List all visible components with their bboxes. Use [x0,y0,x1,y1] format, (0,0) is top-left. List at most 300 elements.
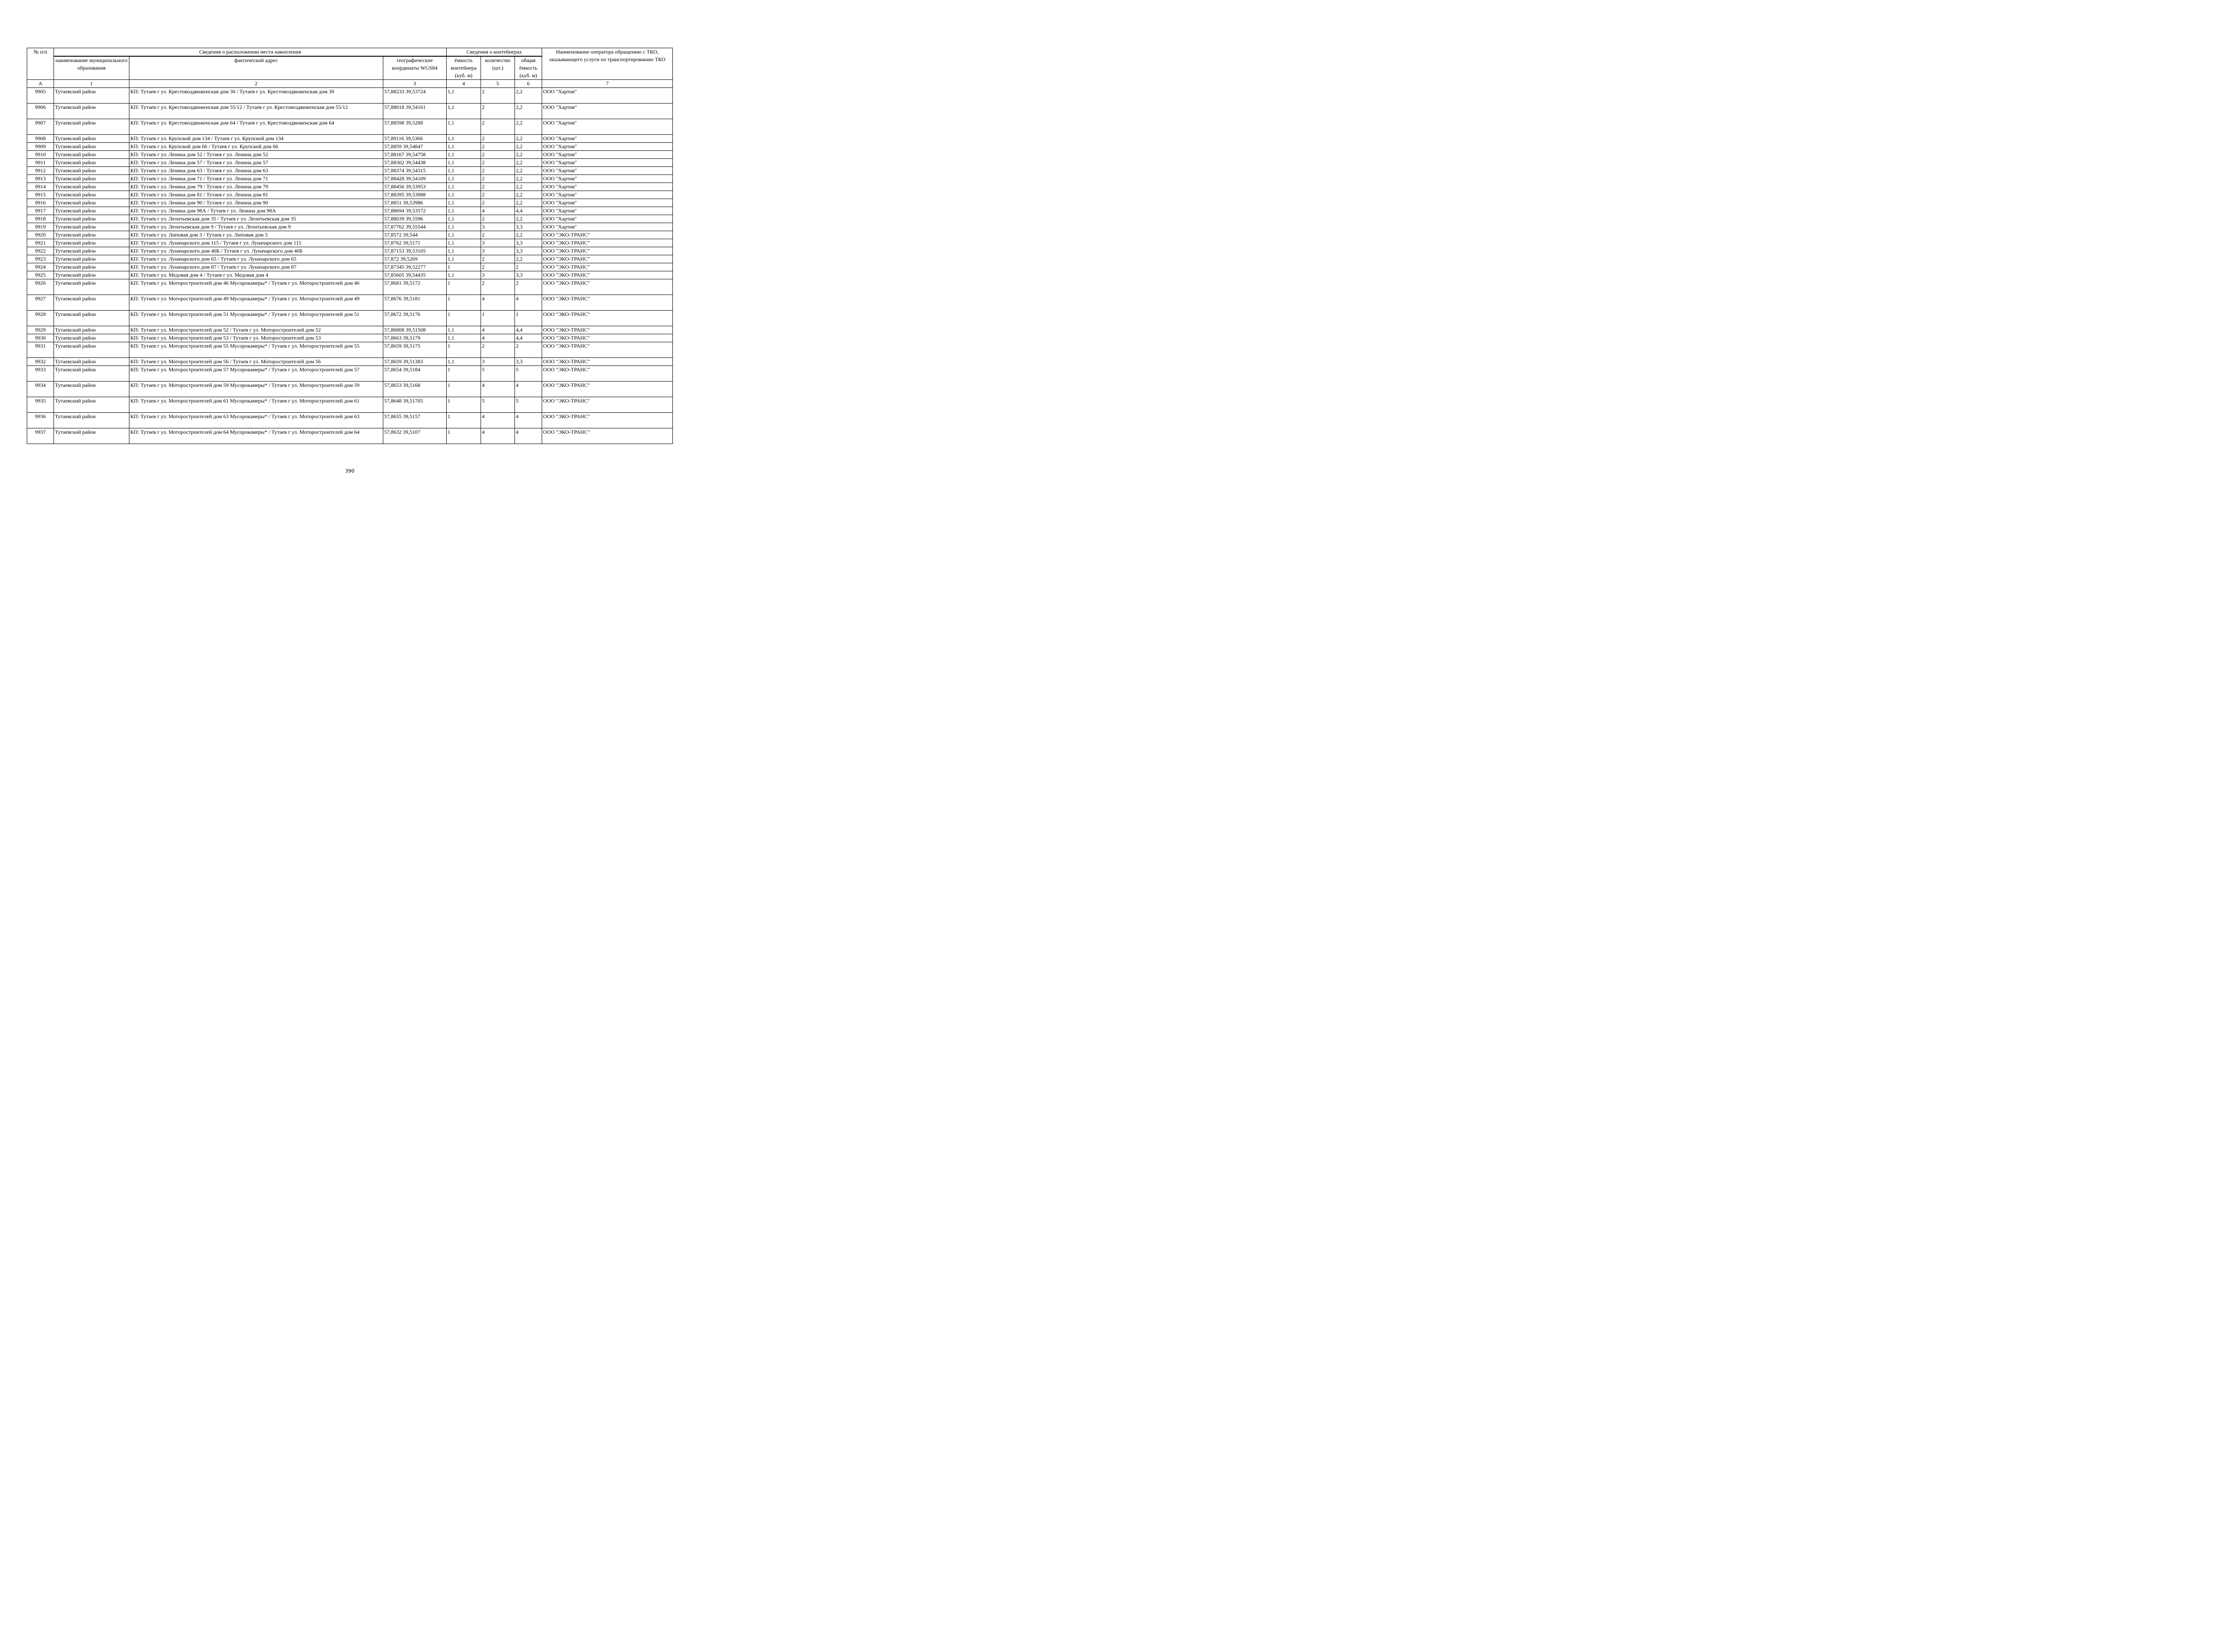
coords-cell: 57,8663 39,5179 [383,334,447,342]
total-cell: 2,2 [515,151,542,159]
table-row [27,358,673,366]
municipality-cell: Тутаевский район [54,255,129,263]
count-cell: 4 [481,382,515,397]
table-row [27,223,673,231]
coords-cell: 57,87345 39,52277 [383,263,447,271]
municipality-cell: Тутаевский район [54,215,129,223]
total-cell: 2 [515,279,542,295]
row-number: 9917 [27,207,54,215]
total-cell: 1 [515,311,542,326]
table-row [27,334,673,342]
address-cell: КП: Тутаев г ул. Ленина дом 79 / Тутаев г ул. Ленина дом 79 [129,183,383,191]
capacity-cell: 1 [447,311,481,326]
coords-cell: 57,8648 39,51705 [383,397,447,413]
row-number: 9909 [27,143,54,151]
table-row [27,326,673,334]
capacity-cell: 1,1 [447,167,481,175]
table-row [27,397,673,413]
count-cell: 2 [481,135,515,143]
operator-cell: ООО "ЭКО-ТРАНС" [542,326,673,334]
address-cell: КП: Тутаев г ул. Крупской дом 66 / Тутаев г ул. Крупской дом 66 [129,143,383,151]
operator-cell: ООО "Хартия" [542,223,673,231]
capacity-cell: 1 [447,428,481,444]
count-cell: 2 [481,191,515,199]
capacity-cell: 1,1 [447,334,481,342]
capacity-cell: 1,1 [447,151,481,159]
capacity-cell: 1 [447,263,481,271]
header-containers-group: Сведения о контейнерах [447,48,542,56]
count-cell: 5 [481,366,515,382]
header-np: № п/п [27,48,54,80]
operator-cell: ООО "ЭКО-ТРАНС" [542,247,673,255]
coords-cell: 57,8762 39,5171 [383,239,447,247]
row-number: 9926 [27,279,54,295]
total-cell: 4 [515,413,542,428]
total-cell: 2,2 [515,183,542,191]
capacity-cell: 1 [447,397,481,413]
coords-cell: 57,88018 39,54161 [383,104,447,119]
count-cell: 2 [481,88,515,104]
municipality-cell: Тутаевский район [54,183,129,191]
total-cell: 3,3 [515,223,542,231]
municipality-cell: Тутаевский район [54,342,129,358]
coords-cell: 57,8859 39,54847 [383,143,447,151]
table-row [27,151,673,159]
address-cell: КП: Тутаев г ул. Ленина дом 90 / Тутаев г ул. Ленина дом 90 [129,199,383,207]
total-cell: 3,3 [515,239,542,247]
count-cell: 3 [481,271,515,279]
address-cell: КП: Тутаев г ул. Ленина дом 71 / Тутаев г ул. Ленина дом 71 [129,175,383,183]
total-cell: 2,2 [515,231,542,239]
count-cell: 2 [481,151,515,159]
operator-cell: ООО "ЭКО-ТРАНС" [542,428,673,444]
total-cell: 2,2 [515,143,542,151]
total-cell: 3,3 [515,271,542,279]
municipality-cell: Тутаевский район [54,231,129,239]
coords-cell: 57,88167 39,54758 [383,151,447,159]
header-location-group: Сведения о расположении места накопления [54,48,447,56]
row-number: 9914 [27,183,54,191]
total-cell: 2,2 [515,119,542,135]
address-cell: КП: Тутаев г ул. Ленина дом 52 / Тутаев г ул. Ленина дом 52 [129,151,383,159]
coords-cell: 57,8653 39,5168 [383,382,447,397]
row-number: 9915 [27,191,54,199]
capacity-cell: 1,1 [447,199,481,207]
header-coords: географические координаты WGS84 [383,57,447,80]
count-cell: 4 [481,207,515,215]
address-cell: КП: Тутаев г ул. Моторостроителей дом 63 Мусорокамеры* / Тутаев г ул. Моторостроителей дом 63 [129,413,383,428]
coords-cell: 57,88428 39,54109 [383,175,447,183]
address-cell: КП: Тутаев г ул. Моторостроителей дом 56 / Тутаев г ул. Моторостроителей дом 56 [129,358,383,366]
row-number: 9912 [27,167,54,175]
coords-cell: 57,88694 39,53572 [383,207,447,215]
row-number: 9932 [27,358,54,366]
coords-cell: 57,87762 39,55544 [383,223,447,231]
coords-cell: 57,88233 39,53724 [383,88,447,104]
coords-cell: 57,88039 39,5596 [383,215,447,223]
coords-cell: 57,8672 39,5176 [383,311,447,326]
table-row [27,271,673,279]
operator-cell: ООО "ЭКО-ТРАНС" [542,382,673,397]
coords-cell: 57,86808 39,51508 [383,326,447,334]
table-row [27,231,673,239]
municipality-cell: Тутаевский район [54,279,129,295]
operator-cell: ООО "Хартия" [542,191,673,199]
row-number: 9907 [27,119,54,135]
municipality-cell: Тутаевский район [54,119,129,135]
address-cell: КП: Тутаев г ул. Моторостроителей дом 61 Мусорокамеры* / Тутаев г ул. Моторостроителей дом 61 [129,397,383,413]
total-cell: 5 [515,397,542,413]
address-cell: КП: Тутаев г ул. Моторостроителей дом 51 Мусорокамеры* / Тутаев г ул. Моторостроителей дом 51 [129,311,383,326]
address-cell: КП: Тутаев г ул. Моторостроителей дом 57 Мусорокамеры* / Тутаев г ул. Моторостроителей дом 57 [129,366,383,382]
column-numbers-row [27,80,673,88]
municipality-cell: Тутаевский район [54,207,129,215]
capacity-cell: 1,1 [447,159,481,167]
municipality-cell: Тутаевский район [54,159,129,167]
row-number: 9920 [27,231,54,239]
count-cell: 2 [481,199,515,207]
operator-cell: ООО "ЭКО-ТРАНС" [542,311,673,326]
address-cell: КП: Тутаев г ул. Крупской дом 134 / Тутаев г ул. Крупской дом 134 [129,135,383,143]
address-cell: КП: Тутаев г ул. Моторостроителей дом 46 Мусорокамеры* / Тутаев г ул. Моторостроителей дом 46 [129,279,383,295]
count-cell: 4 [481,334,515,342]
count-cell: 2 [481,231,515,239]
header-capacity: ёмкость контейнера (куб. м) [447,57,481,80]
coords-cell: 57,8681 39,5172 [383,279,447,295]
registry-table [27,48,673,444]
row-number: 9921 [27,239,54,247]
header-total: общая ёмкость (куб. м) [515,57,542,80]
row-number: 9928 [27,311,54,326]
table-row [27,88,673,104]
table-row [27,215,673,223]
total-cell: 4 [515,382,542,397]
count-cell: 2 [481,215,515,223]
capacity-cell: 1,1 [447,358,481,366]
address-cell: КП: Тутаев г ул. Луначарского дом 87 / Тутаев г ул. Луначарского дом 87 [129,263,383,271]
operator-cell: ООО "ЭКО-ТРАНС" [542,366,673,382]
row-number: 9923 [27,255,54,263]
coords-cell: 57,8572 39,544 [383,231,447,239]
operator-cell: ООО "Хартия" [542,135,673,143]
capacity-cell: 1,1 [447,231,481,239]
coords-cell: 57,8659 39,51383 [383,358,447,366]
coords-cell: 57,872 39,5269 [383,255,447,263]
capacity-cell: 1 [447,413,481,428]
column-number: 1 [54,80,129,88]
municipality-cell: Тутаевский район [54,326,129,334]
row-number: 9911 [27,159,54,167]
coords-cell: 57,8659 39,5175 [383,342,447,358]
column-number: 6 [515,80,542,88]
address-cell: КП: Тутаев г ул. Моторостроителей дом 53 / Тутаев г ул. Моторостроителей дом 53 [129,334,383,342]
address-cell: КП: Тутаев г ул. Луначарского дом 65 / Тутаев г ул. Луначарского дом 65 [129,255,383,263]
table-row [27,366,673,382]
coords-cell: 57,8851 39,53986 [383,199,447,207]
count-cell: 2 [481,119,515,135]
total-cell: 2,2 [515,191,542,199]
address-cell: КП: Тутаев г ул. Ленина дом 81 / Тутаев г ул. Ленина дом 81 [129,191,383,199]
total-cell: 4,4 [515,334,542,342]
operator-cell: ООО "Хартия" [542,159,673,167]
municipality-cell: Тутаевский район [54,191,129,199]
municipality-cell: Тутаевский район [54,247,129,255]
table-row [27,159,673,167]
address-cell: КП: Тутаев г ул. Моторостроителей дом 59 Мусорокамеры* / Тутаев г ул. Моторостроителей дом 59 [129,382,383,397]
coords-cell: 57,85605 39,54435 [383,271,447,279]
table-row [27,263,673,271]
address-cell: КП: Тутаев г ул. Ленина дом 63 / Тутаев г ул. Ленина дом 63 [129,167,383,175]
row-number: 9930 [27,334,54,342]
count-cell: 2 [481,263,515,271]
count-cell: 4 [481,413,515,428]
coords-cell: 57,89116 39,5366 [383,135,447,143]
capacity-cell: 1,1 [447,207,481,215]
table-row [27,413,673,428]
operator-cell: ООО "Хартия" [542,167,673,175]
capacity-cell: 1,1 [447,135,481,143]
municipality-cell: Тутаевский район [54,239,129,247]
count-cell: 2 [481,143,515,151]
municipality-cell: Тутаевский район [54,167,129,175]
row-number: 9905 [27,88,54,104]
municipality-cell: Тутаевский район [54,143,129,151]
coords-cell: 57,88302 39,54438 [383,159,447,167]
row-number: 9934 [27,382,54,397]
operator-cell: ООО "ЭКО-ТРАНС" [542,295,673,311]
total-cell: 2,2 [515,167,542,175]
operator-cell: ООО "Хартия" [542,151,673,159]
operator-cell: ООО "ЭКО-ТРАНС" [542,271,673,279]
address-cell: КП: Тутаев г ул. Луначарского дом 115 / Тутаев г ул. Луначарского дом 115 [129,239,383,247]
capacity-cell: 1,1 [447,326,481,334]
table-row [27,183,673,191]
municipality-cell: Тутаевский район [54,271,129,279]
operator-cell: ООО "Хартия" [542,104,673,119]
capacity-cell: 1 [447,279,481,295]
operator-cell: ООО "Хартия" [542,119,673,135]
capacity-cell: 1 [447,366,481,382]
capacity-cell: 1,1 [447,239,481,247]
capacity-cell: 1,1 [447,183,481,191]
operator-cell: ООО "Хартия" [542,88,673,104]
operator-cell: ООО "Хартия" [542,175,673,183]
total-cell: 2,2 [515,255,542,263]
capacity-cell: 1 [447,295,481,311]
total-cell: 2,2 [515,215,542,223]
row-number: 9910 [27,151,54,159]
total-cell: 4 [515,428,542,444]
table-row [27,382,673,397]
total-cell: 2 [515,342,542,358]
municipality-cell: Тутаевский район [54,135,129,143]
column-number: 5 [481,80,515,88]
coords-cell: 57,88598 39,5288 [383,119,447,135]
table-row [27,255,673,263]
table-row [27,143,673,151]
municipality-cell: Тутаевский район [54,366,129,382]
operator-cell: ООО "ЭКО-ТРАНС" [542,358,673,366]
count-cell: 1 [481,311,515,326]
municipality-cell: Тутаевский район [54,382,129,397]
total-cell: 3,3 [515,247,542,255]
coords-cell: 57,88374 39,54315 [383,167,447,175]
header-count: количество (шт.) [481,57,515,80]
table-row [27,191,673,199]
operator-cell: ООО "Хартия" [542,183,673,191]
count-cell: 5 [481,397,515,413]
total-cell: 2,2 [515,104,542,119]
municipality-cell: Тутаевский район [54,104,129,119]
address-cell: КП: Тутаев г ул. Крестовоздвиженская дом 55/12 / Тутаев г ул. Крестовоздвиженская дом 55/12 [129,104,383,119]
table-row [27,207,673,215]
count-cell: 4 [481,295,515,311]
address-cell: КП: Тутаев г ул. Моторостроителей дом 64 Мусорокамеры* / Тутаев г ул. Моторостроителей дом 64 [129,428,383,444]
row-number: 9924 [27,263,54,271]
address-cell: КП: Тутаев г ул. Ленина дом 98А / Тутаев г ул. Ленина дом 98А [129,207,383,215]
page-number: 390 [345,468,355,474]
count-cell: 2 [481,342,515,358]
capacity-cell: 1,1 [447,143,481,151]
table-row [27,239,673,247]
total-cell: 4 [515,295,542,311]
total-cell: 2,2 [515,199,542,207]
row-number: 9916 [27,199,54,207]
capacity-cell: 1,1 [447,104,481,119]
address-cell: КП: Тутаев г ул. Ленина дом 57 / Тутаев г ул. Ленина дом 57 [129,159,383,167]
count-cell: 2 [481,175,515,183]
coords-cell: 57,87153 39,53105 [383,247,447,255]
capacity-cell: 1,1 [447,175,481,183]
coords-cell: 57,8632 39,5107 [383,428,447,444]
total-cell: 2 [515,263,542,271]
table-row [27,199,673,207]
operator-cell: ООО "ЭКО-ТРАНС" [542,334,673,342]
address-cell: КП: Тутаев г ул. Липовая дом 3 / Тутаев г ул. Липовая дом 3 [129,231,383,239]
count-cell: 4 [481,428,515,444]
municipality-cell: Тутаевский район [54,413,129,428]
operator-cell: ООО "Хартия" [542,199,673,207]
capacity-cell: 1,1 [447,247,481,255]
municipality-cell: Тутаевский район [54,175,129,183]
header-address: фактический адрес [129,57,383,80]
municipality-cell: Тутаевский район [54,263,129,271]
operator-cell: ООО "Хартия" [542,215,673,223]
municipality-cell: Тутаевский район [54,334,129,342]
operator-cell: ООО "Хартия" [542,207,673,215]
address-cell: КП: Тутаев г ул. Леонтьевская дом 35 / Тутаев г ул. Леонтьевская дом 35 [129,215,383,223]
address-cell: КП: Тутаев г ул. Моторостроителей дом 52 / Тутаев г ул. Моторостроителей дом 52 [129,326,383,334]
row-number: 9935 [27,397,54,413]
municipality-cell: Тутаевский район [54,223,129,231]
count-cell: 2 [481,279,515,295]
row-number: 9929 [27,326,54,334]
count-cell: 4 [481,326,515,334]
municipality-cell: Тутаевский район [54,295,129,311]
capacity-cell: 1,1 [447,88,481,104]
column-number: А [27,80,54,88]
coords-cell: 57,8676 39,5181 [383,295,447,311]
municipality-cell: Тутаевский район [54,358,129,366]
table-row [27,167,673,175]
total-cell: 4,4 [515,326,542,334]
count-cell: 3 [481,239,515,247]
table-row [27,175,673,183]
table-row [27,295,673,311]
table-row [27,342,673,358]
column-number: 3 [383,80,447,88]
row-number: 9936 [27,413,54,428]
table-row [27,279,673,295]
row-number: 9925 [27,271,54,279]
total-cell: 2,2 [515,88,542,104]
row-number: 9922 [27,247,54,255]
row-number: 9931 [27,342,54,358]
municipality-cell: Тутаевский район [54,88,129,104]
row-number: 9933 [27,366,54,382]
count-cell: 2 [481,255,515,263]
address-cell: КП: Тутаев г ул. Луначарского дом 40Б / Тутаев г ул. Луначарского дом 40Б [129,247,383,255]
column-number: 7 [542,80,673,88]
table-row [27,428,673,444]
row-number: 9908 [27,135,54,143]
total-cell: 2,2 [515,159,542,167]
operator-cell: ООО "Хартия" [542,143,673,151]
count-cell: 3 [481,247,515,255]
table-row [27,247,673,255]
operator-cell: ООО "ЭКО-ТРАНС" [542,397,673,413]
municipality-cell: Тутаевский район [54,428,129,444]
operator-cell: ООО "ЭКО-ТРАНС" [542,342,673,358]
header-municipality: наименование муниципального образования [54,57,129,80]
table-row [27,104,673,119]
municipality-cell: Тутаевский район [54,311,129,326]
count-cell: 2 [481,159,515,167]
column-number: 2 [129,80,383,88]
total-cell: 2,2 [515,175,542,183]
header-operator: Наименование оператора обращению с ТКО, оказывающего услуги по транспортированию ТКО [542,48,673,80]
table-row [27,311,673,326]
row-number: 9918 [27,215,54,223]
operator-cell: ООО "ЭКО-ТРАНС" [542,255,673,263]
count-cell: 2 [481,104,515,119]
coords-cell: 57,8655 39,5157 [383,413,447,428]
capacity-cell: 1,1 [447,271,481,279]
operator-cell: ООО "ЭКО-ТРАНС" [542,239,673,247]
row-number: 9913 [27,175,54,183]
municipality-cell: Тутаевский район [54,151,129,159]
count-cell: 3 [481,358,515,366]
address-cell: КП: Тутаев г ул. Крестовоздвиженская дом 30 / Тутаев г ул. Крестовоздвиженская дом 30 [129,88,383,104]
column-number: 4 [447,80,481,88]
capacity-cell: 1 [447,342,481,358]
operator-cell: ООО "ЭКО-ТРАНС" [542,413,673,428]
municipality-cell: Тутаевский район [54,199,129,207]
capacity-cell: 1,1 [447,119,481,135]
municipality-cell: Тутаевский район [54,397,129,413]
address-cell: КП: Тутаев г ул. Крестовоздвиженская дом 64 / Тутаев г ул. Крестовоздвиженская дом 64 [129,119,383,135]
capacity-cell: 1,1 [447,255,481,263]
row-number: 9906 [27,104,54,119]
total-cell: 2,2 [515,135,542,143]
operator-cell: ООО "ЭКО-ТРАНС" [542,231,673,239]
total-cell: 5 [515,366,542,382]
capacity-cell: 1,1 [447,191,481,199]
row-number: 9919 [27,223,54,231]
count-cell: 3 [481,223,515,231]
operator-cell: ООО "ЭКО-ТРАНС" [542,279,673,295]
address-cell: КП: Тутаев г ул. Моторостроителей дом 49 Мусорокамеры* / Тутаев г ул. Моторостроителей дом 49 [129,295,383,311]
